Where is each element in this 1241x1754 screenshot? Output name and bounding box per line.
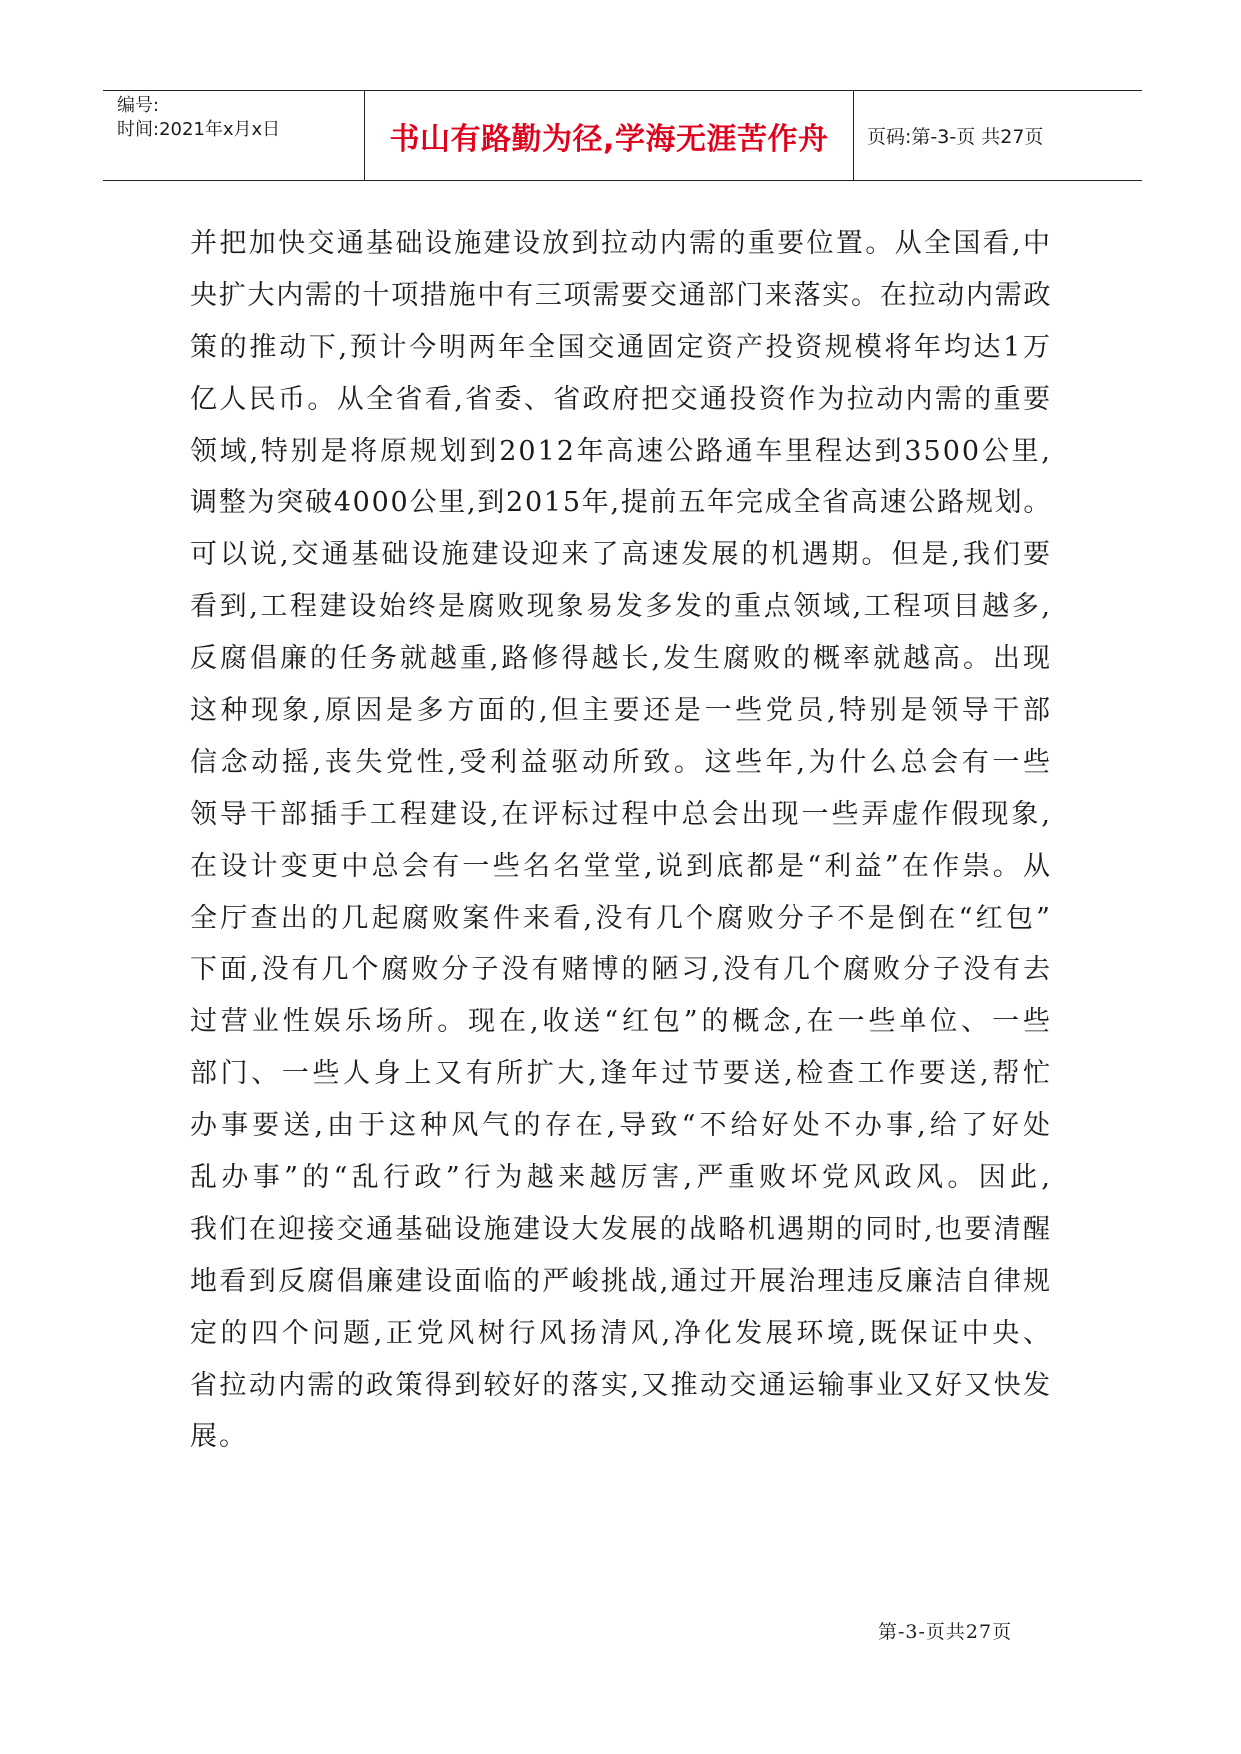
body-line: 策的推动下,预计今明两年全国交通固定资产投资规模将年均达1万 (190, 331, 1052, 363)
body-line: 定的四个问题,正党风树行风扬清风,净化发展环境,既保证中央、 (190, 1317, 1052, 1349)
body-line: 央扩大内需的十项措施中有三项需要交通部门来落实。在拉动内需政 (190, 279, 1052, 311)
body-line: 部门、一些人身上又有所扩大,逢年过节要送,检查工作要送,帮忙 (190, 1058, 1052, 1090)
body-line: 反腐倡廉的任务就越重,路修得越长,发生腐败的概率就越高。出现 (190, 643, 1052, 675)
page-header (103, 90, 1142, 181)
body-line: 领域,特别是将原规划到2012年高速公路通车里程达到3500公里, (190, 435, 1052, 467)
body-line: 我们在迎接交通基础设施建设大发展的战略机遇期的同时,也要清醒 (190, 1213, 1052, 1245)
header-meta (103, 91, 365, 180)
body-line: 亿人民币。从全省看,省委、省政府把交通投资作为拉动内需的重要 (190, 383, 1052, 415)
body-line: 省拉动内需的政策得到较好的落实,又推动交通运输事业又好又快发 (190, 1369, 1052, 1401)
body-line: 看到,工程建设始终是腐败现象易发多发的重点领域,工程项目越多, (190, 591, 1052, 623)
body-line: 领导干部插手工程建设,在评标过程中总会出现一些弄虚作假现象, (190, 798, 1052, 830)
body-line: 下面,没有几个腐败分子没有赌博的陋习,没有几个腐败分子没有去 (190, 954, 1052, 986)
body-line: 调整为突破4000公里,到2015年,提前五年完成全省高速公路规划。 (190, 487, 1053, 519)
body-line: 展。 (190, 1421, 248, 1453)
body-text (190, 218, 1052, 1463)
body-line: 乱办事”的“乱行政”行为越来越厉害,严重败坏党风政风。因此, (190, 1162, 1052, 1194)
body-line: 信念动摇,丧失党性,受利益驱动所致。这些年,为什么总会有一些 (190, 746, 1052, 778)
body-line: 过营业性娱乐场所。现在,收送“红包”的概念,在一些单位、一些 (190, 1006, 1052, 1038)
body-line: 在设计变更中总会有一些名名堂堂,说到底都是“利益”在作祟。从 (190, 850, 1052, 882)
header-page-number: 页码:第-3-页 共27页 (867, 126, 1044, 148)
time-label: 时间:2021年x月x日 (117, 119, 281, 140)
body-line: 办事要送,由于这种风气的存在,导致“不给好处不办事,给了好处 (190, 1110, 1052, 1142)
body-line: 并把加快交通基础设施建设放到拉动内需的重要位置。从全国看,中 (190, 228, 1052, 259)
body-line: 可以说,交通基础设施建设迎来了高速发展的机遇期。但是,我们要 (190, 539, 1052, 571)
body-line: 这种现象,原因是多方面的,但主要还是一些党员,特别是领导干部 (190, 695, 1052, 727)
page-footer: 第-3-页共27页 (878, 1621, 1013, 1643)
serial-number-label: 编号: (117, 95, 160, 116)
body-line: 地看到反腐倡廉建设面临的严峻挑战,通过开展治理违反廉洁自律规 (190, 1265, 1052, 1297)
header-motto: 书山有路勤为径,学海无涯苦作舟 (365, 91, 854, 180)
body-line: 全厅查出的几起腐败案件来看,没有几个腐败分子不是倒在“红包” (190, 902, 1052, 934)
